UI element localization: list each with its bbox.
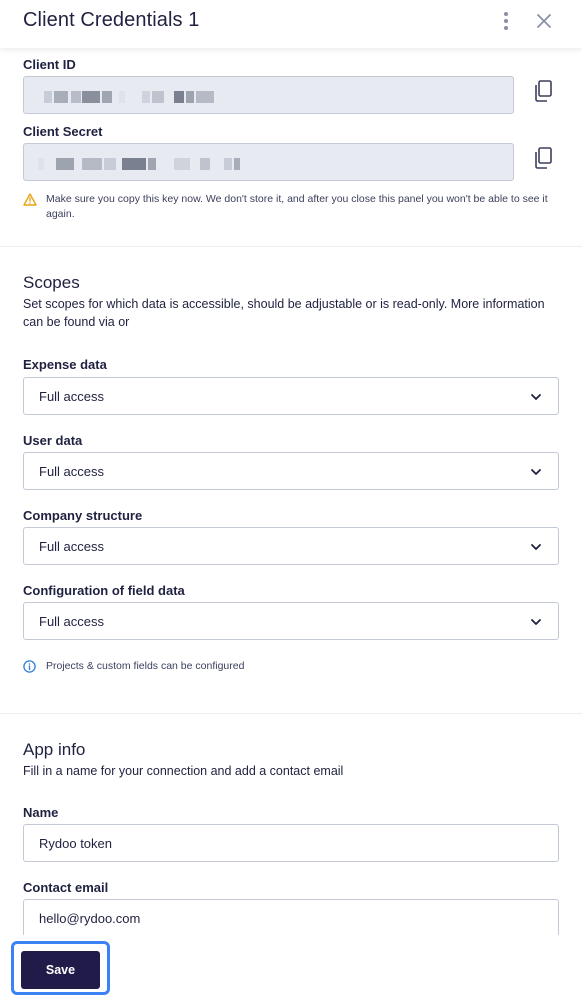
info-circle-icon bbox=[23, 660, 36, 678]
client-secret-label: Client Secret bbox=[23, 124, 103, 139]
panel-title: Client Credentials 1 bbox=[23, 9, 200, 31]
name-input[interactable] bbox=[23, 824, 559, 862]
close-icon[interactable] bbox=[532, 9, 556, 33]
warning-text: Make sure you copy this key now. We don't store it, and after you close this panel you won't be able to see it again. bbox=[46, 193, 548, 220]
warning-triangle-icon bbox=[23, 193, 37, 211]
info-text: Projects & custom fields can be configured bbox=[46, 660, 245, 672]
copy-client-id-icon[interactable] bbox=[533, 80, 555, 102]
chevron-down-icon bbox=[530, 616, 542, 628]
chevron-down-icon bbox=[530, 541, 542, 553]
expense-data-select[interactable] bbox=[23, 377, 559, 415]
user-data-label: User data bbox=[23, 433, 83, 448]
user-data-value: Full access bbox=[39, 464, 105, 479]
section-divider bbox=[0, 246, 582, 247]
app-info-title: App info bbox=[23, 740, 86, 759]
scopes-title: Scopes bbox=[23, 273, 80, 292]
client-secret-field bbox=[23, 143, 514, 181]
company-structure-label: Company structure bbox=[23, 508, 143, 523]
client-id-field bbox=[23, 76, 514, 114]
field-data-value: Full access bbox=[39, 614, 105, 629]
section-divider bbox=[0, 713, 582, 714]
expense-data-label: Expense data bbox=[23, 357, 107, 372]
name-label: Name bbox=[23, 805, 59, 820]
scopes-description: Set scopes for which data is accessible, should be adjustable or is read-only. More information can be found via or bbox=[23, 297, 545, 329]
company-structure-select[interactable] bbox=[23, 527, 559, 565]
company-structure-value: Full access bbox=[39, 539, 105, 554]
more-vertical-icon[interactable] bbox=[494, 9, 518, 33]
save-button[interactable]: Save bbox=[21, 951, 100, 989]
chevron-down-icon bbox=[530, 391, 542, 403]
chevron-down-icon bbox=[530, 466, 542, 478]
client-id-label: Client ID bbox=[23, 57, 76, 72]
contact-email-label: Contact email bbox=[23, 880, 109, 895]
panel-header bbox=[0, 0, 582, 48]
contact-email-input[interactable] bbox=[23, 899, 559, 937]
copy-client-secret-icon[interactable] bbox=[533, 147, 555, 169]
app-info-description: Fill in a name for your connection and add a contact email bbox=[23, 764, 344, 778]
field-data-select[interactable] bbox=[23, 602, 559, 640]
user-data-select[interactable] bbox=[23, 452, 559, 490]
expense-data-value: Full access bbox=[39, 389, 105, 404]
field-data-label: Configuration of field data bbox=[23, 583, 185, 598]
